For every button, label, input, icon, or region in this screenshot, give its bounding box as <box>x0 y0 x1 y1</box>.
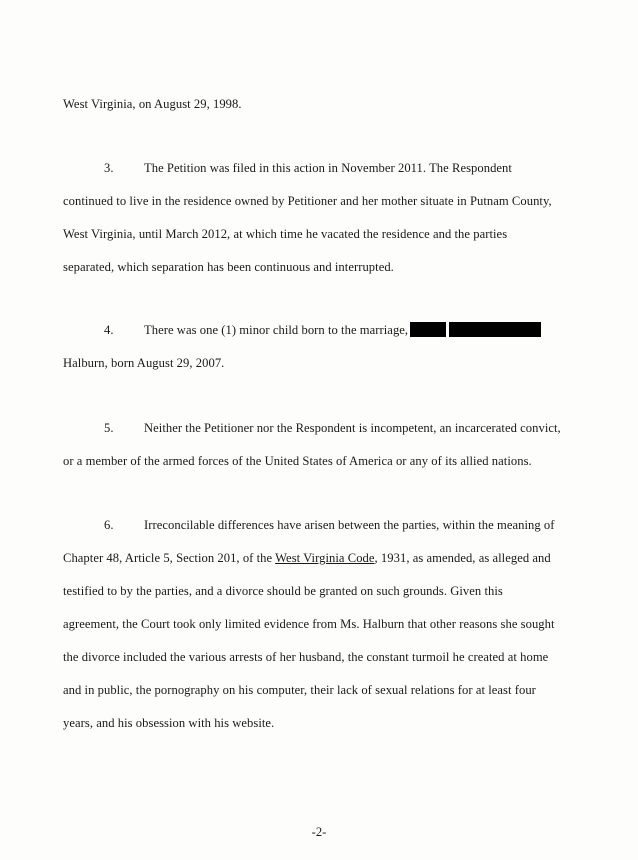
redaction-box <box>410 322 446 337</box>
paragraph-6-line-1 <box>104 517 555 533</box>
paragraph-3-number: 3. <box>104 161 114 175</box>
paragraph-5-number: 5. <box>104 421 114 435</box>
paragraph-3-line-1 <box>104 160 512 176</box>
paragraph-5-line-2: or a member of the armed forces of the United States of America or any of its allied nations. <box>63 454 532 468</box>
paragraph-4-line-2: Halburn, born August 29, 2007. <box>63 356 225 370</box>
paragraph-6-text-1: Irreconcilable differences have arisen between the parties, within the meaning of <box>144 518 555 532</box>
paragraph-6-line-6: and in public, the pornography on his computer, their lack of sexual relations for at least four <box>63 683 536 697</box>
paragraph-3-line-3: West Virginia, until March 2012, at which time he vacated the residence and the parties <box>63 227 508 241</box>
paragraph-6-text-2a: Chapter 48, Article 5, Section 201, of the <box>63 551 276 565</box>
paragraph-6-line-3: testified to by the parties, and a divorce should be granted on such grounds. Given this <box>63 584 503 598</box>
paragraph-5-line-1 <box>104 420 561 436</box>
paragraph-3-text-1: The Petition was filed in this action in November 2011. The Respondent <box>144 161 512 175</box>
redaction-box <box>449 322 541 337</box>
paragraph-6-line-2 <box>63 550 551 566</box>
paragraph-6-text-2b: , 1931, as amended, as alleged and <box>374 551 551 565</box>
intro-line: West Virginia, on August 29, 1998. <box>63 97 242 111</box>
code-citation: West Virginia Code <box>275 551 375 565</box>
paragraph-4-text-1: There was one (1) minor child born to the marriage, <box>144 323 409 337</box>
paragraph-4-line-1 <box>104 322 541 338</box>
paragraph-3-line-4: separated, which separation has been continuous and interrupted. <box>63 260 394 274</box>
paragraph-6-line-5: the divorce included the various arrests of her husband, the constant turmoil he created at home <box>63 650 549 664</box>
page-number: -2- <box>311 825 327 839</box>
paragraph-3-line-2: continued to live in the residence owned by Petitioner and her mother situate in Putnam County, <box>63 194 552 208</box>
paragraph-5-text-1: Neither the Petitioner nor the Respondent is incompetent, an incarcerated convict, <box>144 421 561 435</box>
paragraph-6-number: 6. <box>104 518 114 532</box>
paragraph-6-line-7: years, and his obsession with his website. <box>63 716 275 730</box>
paragraph-6-line-4: agreement, the Court took only limited evidence from Ms. Halburn that other reasons she sought <box>63 617 555 631</box>
paragraph-4-number: 4. <box>104 323 114 337</box>
